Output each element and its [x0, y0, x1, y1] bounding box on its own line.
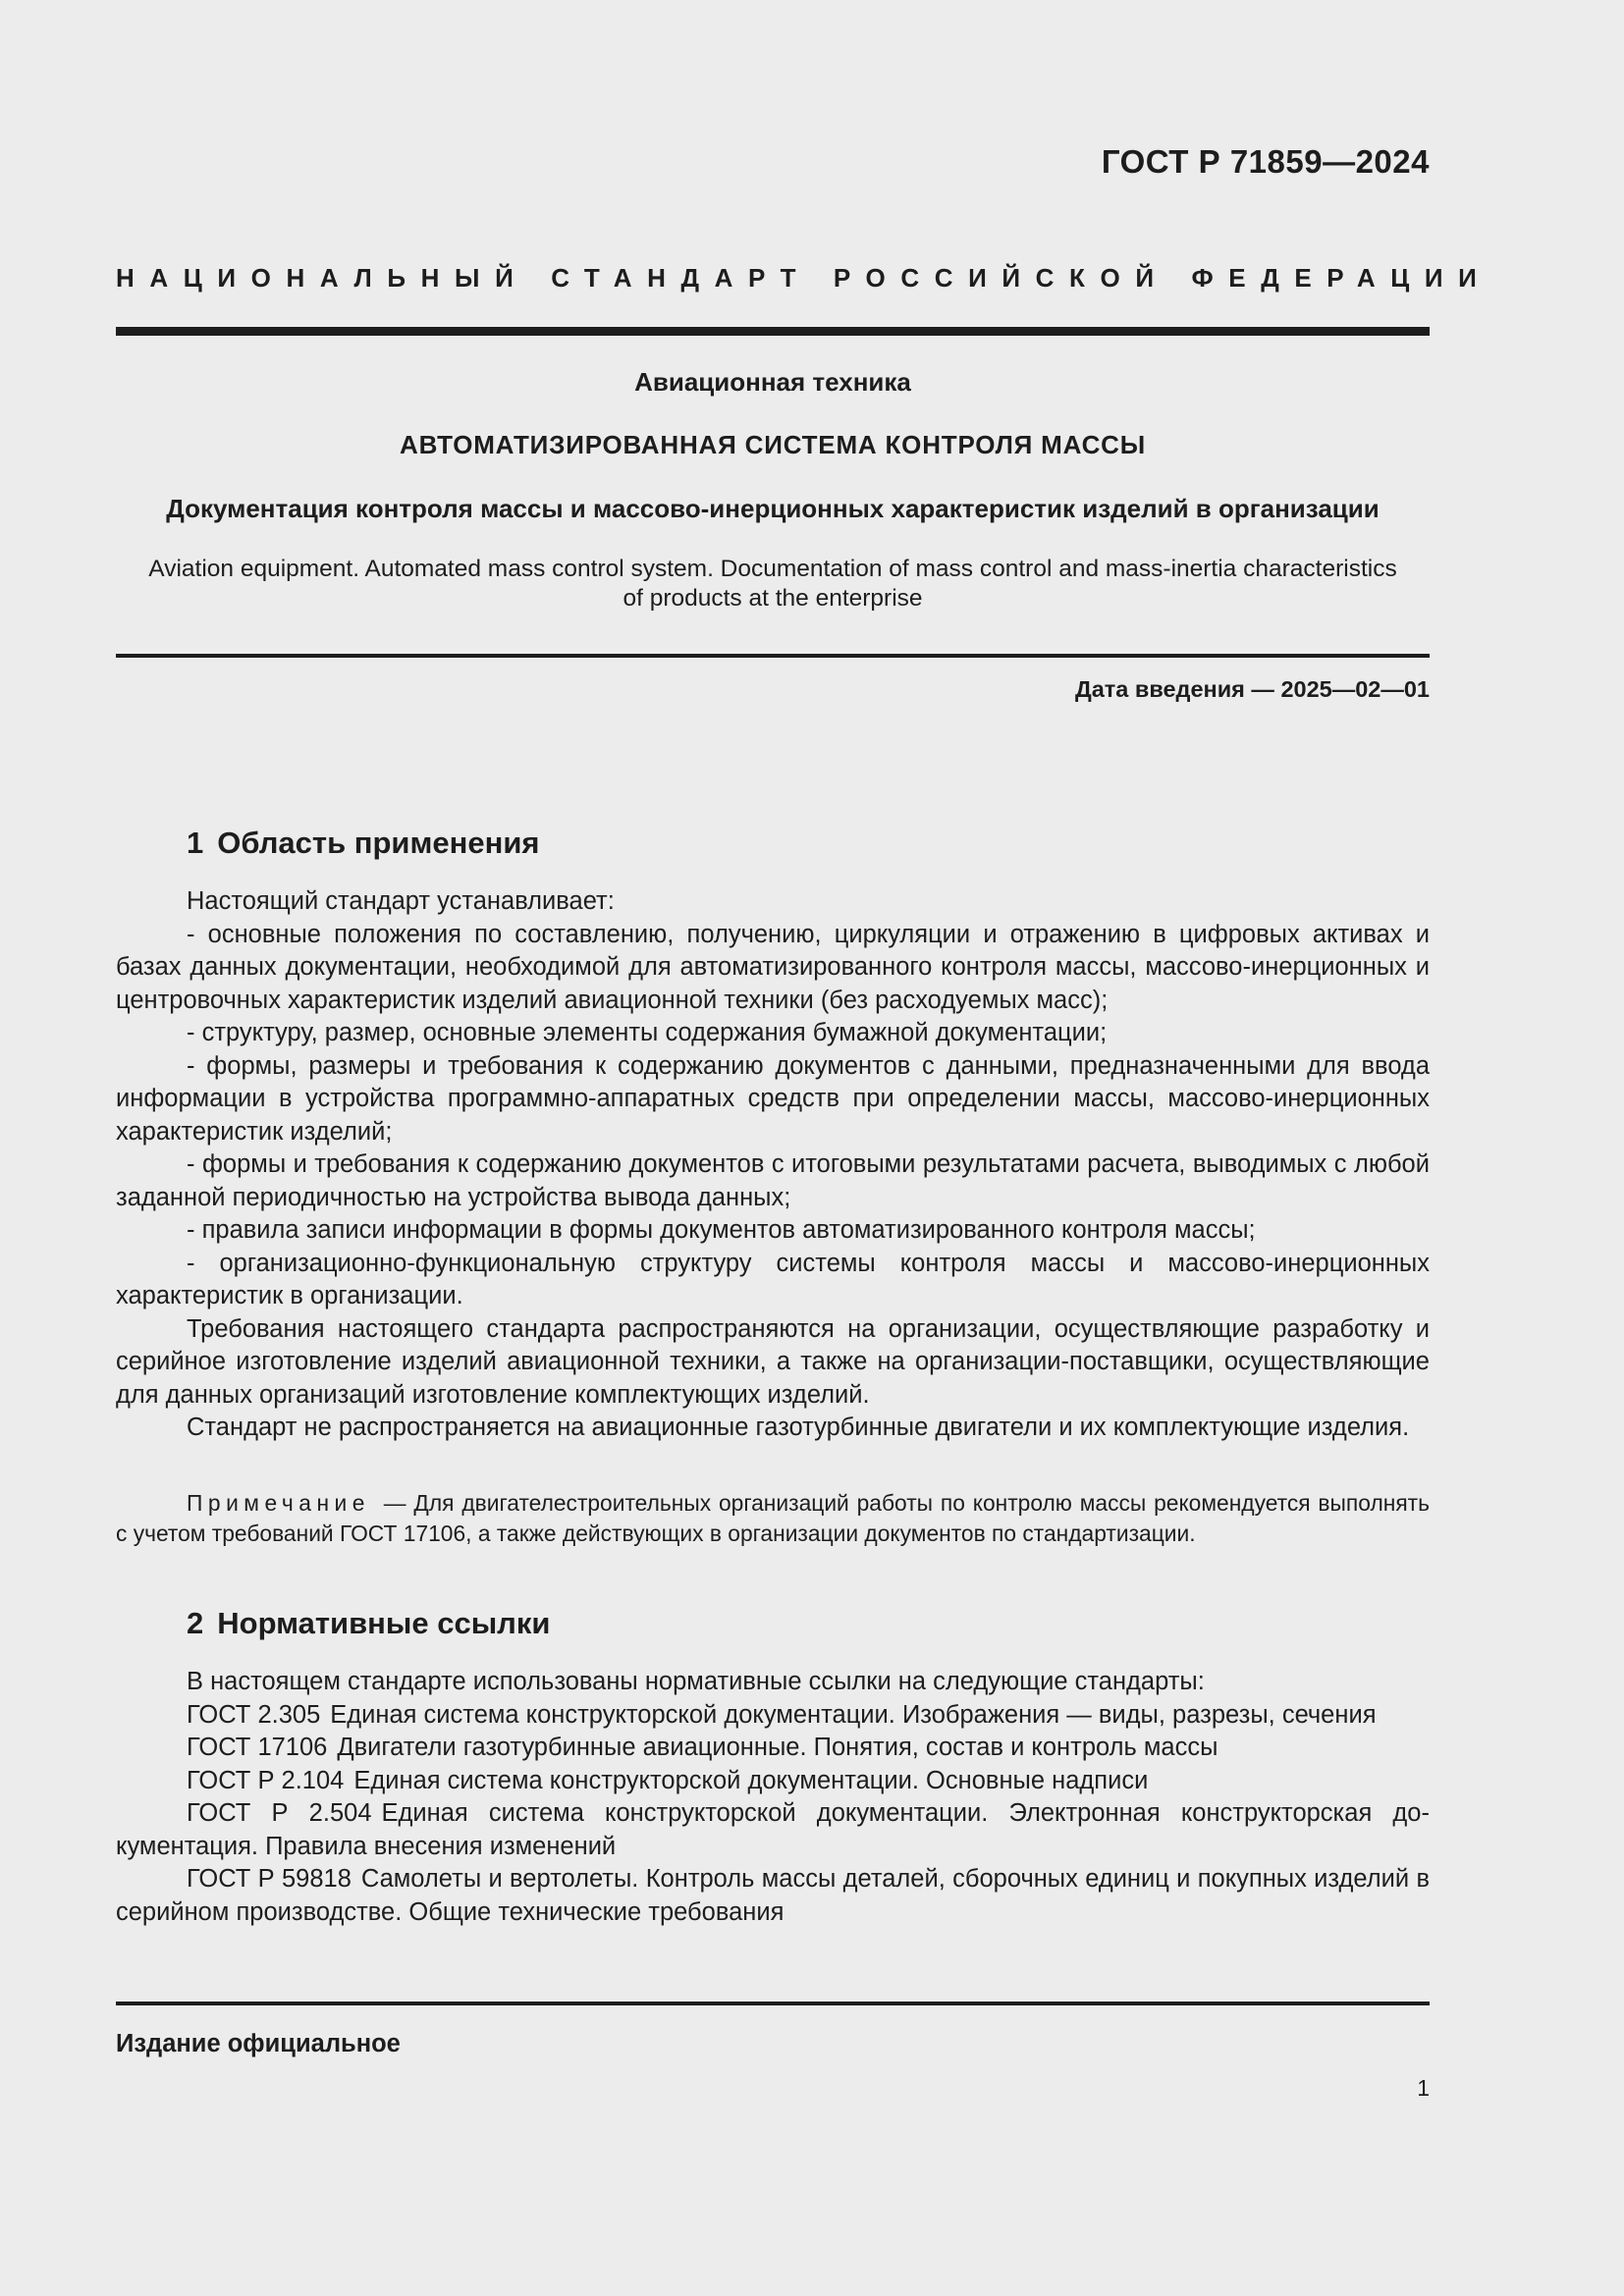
title-english — [116, 555, 1430, 614]
section-1-note — [116, 1488, 1430, 1549]
paragraph: Стандарт не распространяется на авиационные газотурбинные двигатели и их комплектующие изделия. — [187, 1414, 1410, 1441]
list-item: - правила записи информации в формы документов автоматизированного контроля массы; — [187, 1216, 1256, 1244]
reference-item — [116, 1732, 1430, 1765]
document-page — [116, 0, 1492, 2296]
paragraph: В настоящем стандарте использованы нормативные ссылки на следующие стандарты: — [187, 1668, 1205, 1695]
reference-title: Единая система конструкторской документации. Изображения — виды, разрезы, сечения — [330, 1700, 1377, 1729]
reference-code: ГОСТ 17106 — [187, 1734, 328, 1761]
introduction-date: Дата введения — 2025—02—01 — [1074, 676, 1430, 702]
page-number: 1 — [1417, 2075, 1430, 2101]
national-standard-banner: НАЦИОНАЛЬНЫЙ СТАНДАРТ РОССИЙСКОЙ ФЕДЕРАЦИИ — [116, 263, 1492, 293]
section-1-body — [116, 885, 1430, 1445]
reference-title: Самолеты и вертолеты. Контроль массы деталей, сборочных единиц и покупных изделий в серийном производстве. Общие технические требования — [116, 1865, 1430, 1926]
reference-code: ГОСТ Р 2.104 — [187, 1766, 345, 1794]
title-category: Авиационная техника — [634, 367, 911, 397]
title-divider — [116, 654, 1430, 658]
section-2-title: Нормативные ссылки — [217, 1606, 551, 1640]
header-divider — [116, 327, 1430, 336]
note-text: — Для двигателестроительных организаций работы по контролю массы рекомендуется выполнять с учетом требований ГОСТ 17106, а также действующих в организации документов по стандартизации. — [116, 1490, 1430, 1546]
reference-code: ГОСТ 2.305 — [187, 1700, 321, 1729]
list-item: - организационно-функциональную структуру системы контроля массы и массово-инерционных характеристик в организации. — [116, 1249, 1430, 1309]
reference-title: Единая система конструкторской документации. Электронная конструкторская документация. Правила внесения изменений — [116, 1799, 1430, 1860]
reference-code: ГОСТ Р 2.504 — [187, 1799, 372, 1827]
title-sub: Документация контроля массы и массово-инерционных характеристик изделий в организации — [166, 494, 1380, 523]
section-1-number: 1 — [187, 826, 204, 860]
reference-title: Двигатели газотурбинные авиационные. Понятия, состав и контроль массы — [337, 1734, 1218, 1761]
footer-divider — [116, 2002, 1430, 2005]
list-item: - формы, размеры и требования к содержанию документов с данными, предназначенными для ввода информации в устройства программно-аппаратных средств при определении массы, массово-инерционных характеристик изделий; — [116, 1051, 1430, 1146]
section-1-title: Область применения — [217, 826, 540, 860]
note-label: Примечание — [187, 1490, 370, 1516]
section-2-heading — [187, 1606, 550, 1641]
list-item: - структуру, размер, основные элементы содержания бумажной документации; — [187, 1019, 1108, 1046]
reference-title: Единая система конструкторской документации. Основные надписи — [353, 1766, 1149, 1794]
section-2-body — [116, 1666, 1430, 1929]
reference-item — [116, 1765, 1430, 1798]
paragraph: Настоящий стандарт устанавливает: — [187, 887, 615, 915]
list-item: - основные положения по составлению, получению, циркуляции и отражению в цифровых активах и базах данных документации, необходимой для автоматизированного контроля массы, массово-инерционных и центровочных характеристик изделий авиационной техники (без расходуемых масс); — [116, 920, 1430, 1014]
reference-item — [116, 1797, 1430, 1863]
official-edition-label: Издание официальное — [116, 2030, 401, 2057]
title-english-line1: Aviation equipment. Automated mass control system. Documentation of mass control and mass-inertia characteristics — [148, 556, 1397, 582]
title-main: АВТОМАТИЗИРОВАННАЯ СИСТЕМА КОНТРОЛЯ МАССЫ — [400, 430, 1146, 459]
list-item: - формы и требования к содержанию документов с итоговыми результатами расчета, выводимых с любой заданной периодичностью на устройства вывода данных; — [116, 1150, 1430, 1211]
title-english-line2: of products at the enterprise — [623, 585, 923, 612]
reference-item — [116, 1699, 1430, 1733]
reference-item — [116, 1863, 1430, 1929]
section-2-number: 2 — [187, 1606, 204, 1640]
reference-code: ГОСТ Р 59818 — [187, 1865, 352, 1893]
section-1-heading — [187, 826, 540, 861]
paragraph: Требования настоящего стандарта распространяются на организации, осуществляющие разработку и серийное изготовление изделий авиационной техники, а также на организации-поставщики, осуществляющие для данных организаций изготовление комплектующих изделий. — [116, 1314, 1430, 1409]
document-code: ГОСТ Р 71859—2024 — [1101, 143, 1430, 180]
